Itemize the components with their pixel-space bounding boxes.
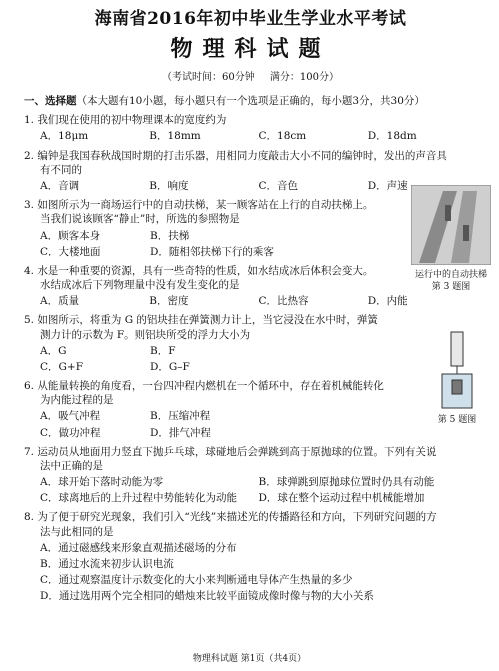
exam-time: （考试时间：60分钟 [161,71,255,83]
option-b: B．密度 [149,295,189,308]
question-stem-cont: 法与此相同的是 [40,525,114,538]
option-c: C．做功冲程 [40,426,101,439]
figure-5 [437,330,477,426]
question-stem: 2. 编钟是我国春秋战国时期的打击乐器，用相同力度敲击大小不同的编钟时，发出的声音具 [24,149,447,162]
option-b: B．18mm [149,130,201,143]
question-stem: 1. 我们现在使用的初中物理课本的宽度约为 [24,114,227,127]
question-1 [24,113,477,143]
option-c: C．比热容 [258,295,309,308]
option-c: C．G+F [40,360,84,373]
figure-label: 第 5 题图 [437,415,477,426]
option-d: D．内能 [367,295,408,308]
options [40,245,397,259]
question-stem: 4. 水是一种重要的资源，具有一些奇特的性质，如水结成冰后体积会变大。 [24,264,374,277]
figure-label: 第 3 题图 [431,282,471,293]
option-c: C．18cm [258,130,307,143]
section-note: （本大题有10小题，每小题只有一个选项是正确的，每小题3分，共30分） [76,95,425,108]
figure-caption: 运行中的自动扶梯 [414,270,487,281]
option-b: B．扶梯 [150,229,190,242]
option-d: D．18dm [367,130,417,143]
section-heading [24,94,477,108]
figure-3 [411,185,491,293]
question-stem-cont: 水结成冰后下列物理量中没有发生变化的是 [40,279,240,292]
options [40,360,397,374]
question-stem: 6. 从能量转换的角度看，一台四冲程内燃机在一个循环中，存在着机械能转化 [24,380,384,393]
options [40,541,477,604]
section-title: 一、选择题 [24,95,77,108]
option-b: B．通过水流来初步认识电流 [40,557,174,570]
option-b: B．压缩冲程 [150,410,211,423]
exam-title: 海南省2016年初中毕业生学业水平考试 [94,9,407,29]
option-c: C．通过观察温度计示数变化的大小来判断通电导体产生热量的多少 [40,574,353,587]
options [40,129,477,143]
options [40,409,417,423]
escalator-photo [411,185,491,265]
page-footer: 物理科试题 第1页（共4页） [192,653,307,664]
options [40,475,477,489]
question-3 [24,198,477,259]
question-stem: 3. 如图所示为一商场运行中的自动扶梯，某一顾客站在上行的自动扶梯上。 [24,199,374,212]
question-6 [24,379,477,440]
exam-score: 满分：100分） [269,71,339,83]
exam-info [24,71,477,85]
question-stem-cont: 测力计的示数为 F。则铝块所受的浮力大小为 [40,328,251,341]
question-5 [24,313,477,374]
option-a: A．吸气冲程 [40,410,101,423]
option-b: B．F [150,344,176,357]
question-stem-cont: 法中正确的是 [40,459,103,472]
option-a: A．G [40,344,67,357]
option-a: A．顾客本身 [40,229,101,242]
option-b: B．球弹跳到原抛球位置时仍具有动能 [258,476,435,489]
option-d: D．排气冲程 [150,426,211,439]
option-a: A．质量 [40,295,80,308]
option-c: C．音色 [258,179,299,192]
option-c: C．球离地后的上升过程中势能转化为动能 [40,492,238,505]
question-2 [24,149,477,194]
question-7 [24,445,477,506]
option-d: D．G–F [150,360,190,373]
option-c: C．大楼地面 [40,245,101,258]
question-stem: 5. 如图所示，将重为 G 的铝块挂在弹簧测力计上，当它浸没在水中时，弹簧 [24,314,378,327]
subject-title: 物理科试题 [170,35,331,62]
question-stem-cont: 当我们说该顾客“静止”时，所选的参照物是 [40,213,240,226]
question-stem-cont: 有不同的 [40,163,82,176]
question-stem-cont: 为内能过程的是 [40,394,114,407]
option-d: D．球在整个运动过程中机械能增加 [258,492,425,505]
option-d: D．随相邻扶梯下行的乘客 [150,245,274,258]
options [40,229,397,243]
options [40,294,477,308]
options [40,426,417,440]
option-d: D．声速 [367,179,408,192]
question-8 [24,510,477,603]
option-a: A．18μm [40,130,89,143]
options [40,344,397,358]
options [40,491,477,505]
option-a: A．球开始下落时动能为零 [40,476,164,489]
option-b: B．响度 [149,179,189,192]
question-4 [24,264,477,309]
option-a: A．通过磁感线来形象直观描述磁场的分布 [40,541,237,554]
option-d: D．通过选用两个完全相同的蜡烛来比较平面镜成像时像与物的大小关系 [40,590,374,603]
option-a: A．音调 [40,179,80,192]
question-stem: 8. 为了便于研究光现象，我们引入“光线”来描述光的传播路径和方向，下列研究问题的方 [24,511,437,524]
question-stem: 7. 运动员从地面用力竖直下抛乒乓球，球碰地后会弹跳到高于原抛球的位置。下列有关说 [24,445,437,458]
spring-scale-diagram [437,330,477,410]
